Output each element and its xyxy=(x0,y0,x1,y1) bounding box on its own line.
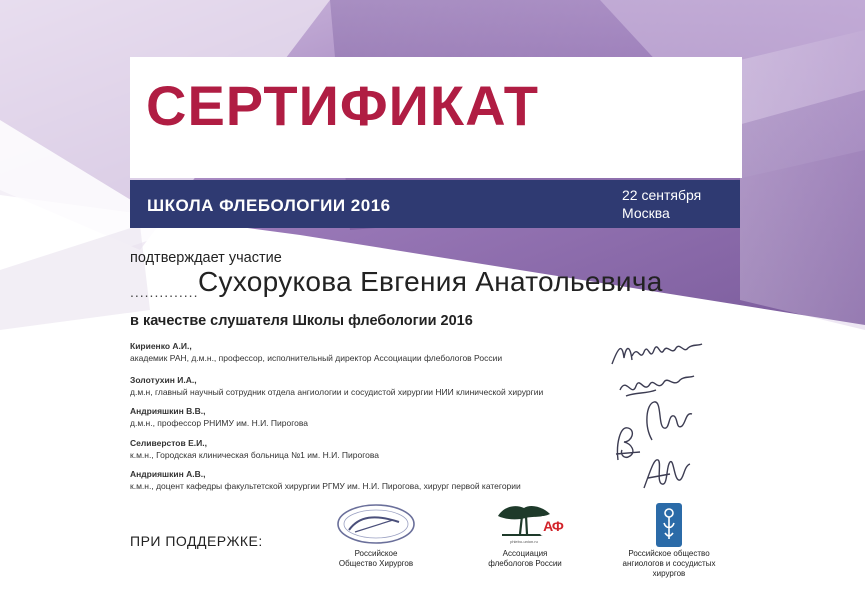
signature-andriyashkin-av xyxy=(640,452,696,494)
signatory-name: Андрияшкин В.В., xyxy=(130,406,206,416)
phlebologists-caption-2: флебологов России xyxy=(488,559,562,568)
signature-kirienko xyxy=(610,338,710,370)
surgeons-society-caption-1: Российское xyxy=(354,549,398,558)
phlebologists-site-text: phlebo-union.ru xyxy=(510,539,538,544)
event-date: 22 сентября xyxy=(622,187,702,203)
angiologists-society-logo xyxy=(656,503,682,547)
signatory-title: к.м.н., доцент кафедры факультетской хирургии РГМУ им. Н.И. Пирогова, хирург первой категории xyxy=(130,481,521,491)
school-name: ШКОЛА ФЛЕБОЛОГИИ 2016 xyxy=(147,196,391,215)
angiologists-caption-1: Российское общество xyxy=(628,549,710,558)
signatory-title: д.м.н, главный научный сотрудник отдела ангиологии и сосудистой хирургии НИИ клинической хирургии xyxy=(130,387,544,397)
signatory-name: Андрияшкин А.В., xyxy=(130,469,206,479)
signature-andriyashkin-vv xyxy=(640,396,700,446)
signatory-title: к.м.н., Городская клиническая больница №1 им. Н.И. Пирогова xyxy=(130,450,380,460)
surgeons-society-logo xyxy=(335,502,417,546)
phlebologists-badge xyxy=(540,516,566,536)
signatory-title: д.м.н., профессор РНИМУ им. Н.И. Пирогова xyxy=(130,418,309,428)
event-city: Москва xyxy=(622,205,670,221)
signatory-name: Кириенко А.И., xyxy=(130,341,192,351)
signatory-name: Селиверстов Е.И., xyxy=(130,438,207,448)
participant-name: Сухорукова Евгения Анатольевича xyxy=(198,266,663,297)
certificate-title: СЕРТИФИКАТ xyxy=(146,74,539,137)
phlebologists-caption-1: Ассоциация xyxy=(502,549,548,558)
phlebologists-badge-text: АФ xyxy=(543,518,563,534)
confirms-participation-text: подтверждает участие xyxy=(130,250,282,266)
signature-seliverstov xyxy=(612,420,642,464)
participant-role: в качестве слушателя Школы флебологии 2016 xyxy=(130,313,473,329)
support-label: ПРИ ПОДДЕРЖКЕ: xyxy=(130,533,263,549)
angiologists-caption-3: хирургов xyxy=(652,569,686,578)
signatory-title: академик РАН, д.м.н., профессор, исполнительный директор Ассоциации флебологов России xyxy=(130,353,503,363)
angiologists-caption-2: ангиологов и сосудистых xyxy=(622,559,716,568)
name-dotted-leader: .............. xyxy=(130,284,199,300)
surgeons-society-caption-2: Общество Хирургов xyxy=(338,559,414,568)
signatory-name: Золотухин И.А., xyxy=(130,375,197,385)
